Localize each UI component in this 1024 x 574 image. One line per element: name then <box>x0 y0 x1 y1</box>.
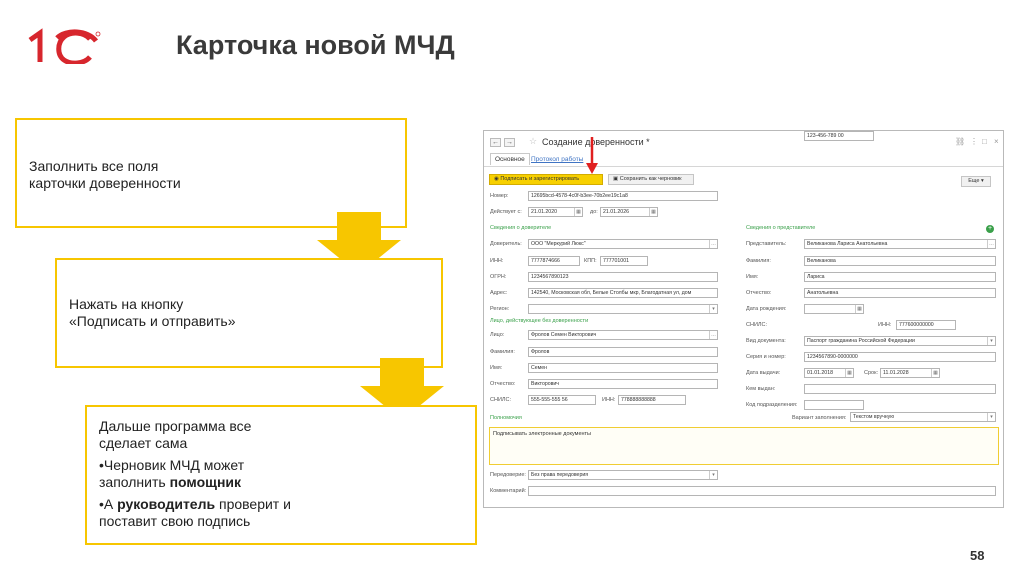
page-number: 58 <box>970 548 985 563</box>
rep-patr-field[interactable]: Анатольевна <box>804 288 996 298</box>
comment-label: Комментарий: <box>490 488 527 494</box>
rep-last-label: Фамилия: <box>746 258 771 264</box>
principal-kpp-field[interactable]: 777701001 <box>600 256 648 266</box>
step-3-bullet-2: •А руководитель проверит и поставит свою подпись <box>99 496 291 529</box>
signer-first-label: Имя: <box>490 365 503 371</box>
tab-divider <box>484 166 1003 167</box>
signer-last-label: Фамилия: <box>490 349 515 355</box>
principal-address-field[interactable]: 142540, Московская обл, Белые Столбы мкр, Благодатная ул, дом <box>528 288 718 298</box>
back-button[interactable]: ← <box>492 139 499 146</box>
1c-logo <box>26 28 102 64</box>
favorite-star-icon[interactable]: ☆ <box>529 136 538 146</box>
save-icon: ▣ <box>613 176 620 182</box>
rep-patr-label: Отчество: <box>746 290 772 296</box>
add-icon[interactable]: + <box>987 225 993 232</box>
rep-series-field[interactable]: 1234567890-0000000 <box>804 352 996 362</box>
rep-first-field[interactable]: Лариса <box>804 272 996 282</box>
step-2-box <box>55 258 443 368</box>
signer-last-field[interactable]: Фролов <box>528 347 718 357</box>
rep-series-label: Серия и номер: <box>746 354 786 360</box>
dropdown-icon: ▾ <box>709 305 717 313</box>
close-icon[interactable]: × <box>994 137 999 146</box>
rep-label: Представитель: <box>746 241 787 247</box>
dropdown-icon: ▾ <box>987 413 995 421</box>
principal-ogrn-field[interactable]: 1234567890123 <box>528 272 718 282</box>
rep-issuer-field[interactable] <box>804 384 996 394</box>
rep-first-label: Имя: <box>746 274 759 280</box>
link-icon[interactable]: ⛓ <box>955 137 966 146</box>
valid-to-field[interactable]: 21.01.2026 ▦ <box>600 207 658 217</box>
principal-inn-label: ИНН: <box>490 258 504 264</box>
principal-inn-field[interactable]: 7777874666 <box>528 256 580 266</box>
select-button-icon: … <box>711 332 716 338</box>
calendar-icon: ▦ <box>649 208 657 216</box>
rep-inn-label: ИНН: <box>878 322 892 328</box>
select-button-icon: … <box>989 241 994 247</box>
signer-patr-label: Отчество: <box>490 381 516 387</box>
step-3-box <box>85 405 477 545</box>
sign-icon: ◉ <box>494 176 501 182</box>
maximize-icon[interactable]: □ <box>982 137 987 146</box>
principal-org-label: Доверитель: <box>490 241 522 247</box>
signer-section-title: Лицо, действующее без доверенности <box>490 318 589 324</box>
calendar-icon: ▦ <box>855 305 863 313</box>
signer-person-label: Лицо: <box>490 332 505 338</box>
rep-inn-field[interactable]: 777600000000 <box>896 320 956 330</box>
rep-last-field[interactable]: Великанова <box>804 256 996 266</box>
rep-issuer-label: Кем выдан: <box>746 386 776 392</box>
rep-snils-label: СНИЛС: <box>746 322 768 328</box>
window-title: Создание доверенности * <box>542 137 650 147</box>
step-3-line-2: сделает сама <box>99 435 188 451</box>
principal-kpp-label: КПП: <box>584 258 597 264</box>
calendar-icon: ▦ <box>931 369 939 377</box>
principal-address-label: Адрес: <box>490 290 508 296</box>
comment-field[interactable] <box>528 486 996 496</box>
number-field[interactable]: 12695bcd-4578-4c0f-b3ee-70b2ee19c1a8 <box>528 191 718 201</box>
valid-from-field[interactable]: 21.01.2020 ▦ <box>528 207 583 217</box>
slide-title: Карточка новой МЧД <box>176 30 455 60</box>
forward-button[interactable]: → <box>506 139 513 146</box>
powers-text-area[interactable]: Подписывать электронные документы <box>489 427 999 465</box>
fill-variant-select[interactable]: Текстом вручную ▾ <box>850 412 996 422</box>
select-button-icon: … <box>711 241 716 247</box>
step-1-line-1: Заполнить все поля <box>29 158 159 174</box>
rep-snils-field[interactable]: 123-456-789 00 <box>804 131 874 141</box>
rep-issued-label: Дата выдачи: <box>746 370 781 376</box>
calendar-icon: ▦ <box>845 369 853 377</box>
transfer-select[interactable]: Без права передоверия ▾ <box>528 470 718 480</box>
signer-snils-field[interactable]: 555-555-555 56 <box>528 395 596 405</box>
step-1-line-2: карточки доверенности <box>29 175 181 191</box>
principal-org-field[interactable]: ООО "Меркурий Люкс" … <box>528 239 718 249</box>
rep-field[interactable]: Великанова Лариса Анатольевна … <box>804 239 996 249</box>
rep-dob-field[interactable] <box>804 304 864 314</box>
more-menu-icon[interactable]: ⋮ <box>970 137 978 146</box>
more-button[interactable]: Еще ▾ <box>961 176 991 187</box>
signer-inn-label: ИНН: <box>602 397 616 403</box>
transfer-label: Передоверие: <box>490 472 526 478</box>
tab-protocol[interactable]: Протокол работы <box>531 156 584 163</box>
rep-doc-field[interactable]: Паспорт гражданина Российской Федерации ▾ <box>804 336 996 346</box>
power-of-attorney-window <box>483 130 1004 508</box>
rep-doc-label: Вид документа: <box>746 338 786 344</box>
rep-code-field[interactable] <box>804 400 864 410</box>
valid-to-label: до: <box>590 209 598 215</box>
signer-snils-label: СНИЛС: <box>490 397 512 403</box>
step-2-line-1: Нажать на кнопку <box>69 296 184 312</box>
principal-section-title: Сведения о доверителе <box>490 225 552 231</box>
fill-variant-label: Вариант заполнения: <box>792 415 847 421</box>
signer-person-field[interactable]: Фролов Семен Викторович … <box>528 330 718 340</box>
dropdown-icon: ▾ <box>987 337 995 345</box>
red-arrow-icon <box>586 137 598 175</box>
principal-region-label: Регион: <box>490 306 510 312</box>
rep-term-field[interactable]: 11.01.2028 ▦ <box>880 368 940 378</box>
rep-code-label: Код подразделения: <box>746 402 798 408</box>
rep-term-label: Срок: <box>864 370 879 376</box>
rep-dob-label: Дата рождения: <box>746 306 787 312</box>
powers-section-title: Полномочия <box>490 415 522 421</box>
number-label: Номер: <box>490 193 509 199</box>
step-3-bullet-1: •Черновик МЧД может заполнить помощник <box>99 457 245 490</box>
calendar-icon: ▦ <box>574 208 582 216</box>
step-3-line-1: Дальше программа все <box>99 418 252 434</box>
representative-section-title: Сведения о представителе <box>746 225 816 231</box>
signer-patr-field[interactable]: Викторович <box>528 379 718 389</box>
tab-main[interactable]: Основное <box>490 153 530 165</box>
save-draft-button[interactable]: ▣ Сохранить как черновик <box>608 174 694 185</box>
signer-inn-field[interactable]: 778888888888 <box>618 395 686 405</box>
dropdown-icon: ▾ <box>709 471 717 479</box>
rep-issued-field[interactable]: 01.01.2018 ▦ <box>804 368 854 378</box>
principal-ogrn-label: ОГРН: <box>490 274 507 280</box>
sign-and-register-button[interactable]: ◉ Подписать и зарегистрировать <box>489 174 603 185</box>
step-2-line-2: «Подписать и отправить» <box>69 313 236 329</box>
valid-from-label: Действует с: <box>490 209 522 215</box>
principal-region-field[interactable] <box>528 304 718 314</box>
signer-first-field[interactable]: Семен <box>528 363 718 373</box>
